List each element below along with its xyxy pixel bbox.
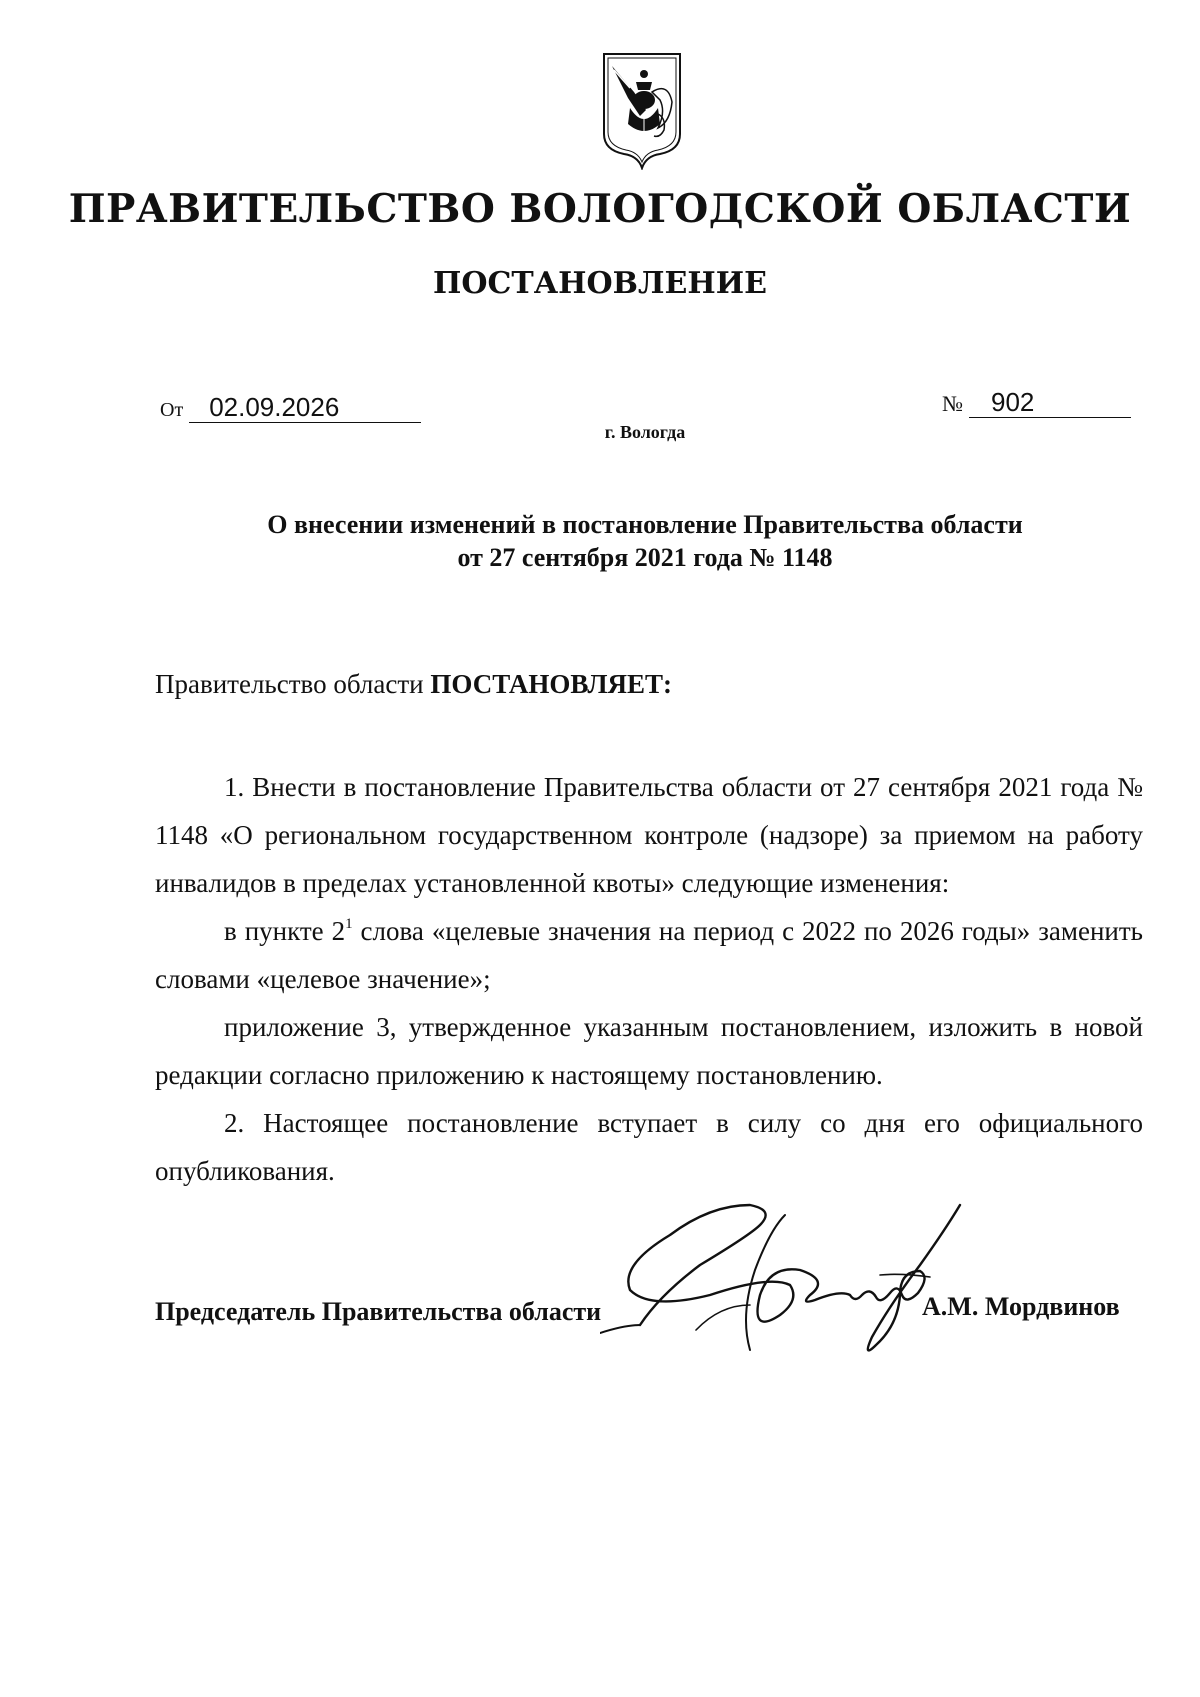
document-number-field <box>942 387 1131 418</box>
paragraph-4: 2. Настоящее постановление вступает в силу со дня его официального опубликования. <box>155 1108 1143 1186</box>
paragraph-2 <box>155 907 1143 1003</box>
subject-line-2: от 27 сентября 2021 года № 1148 <box>457 543 833 572</box>
document-body <box>155 763 1143 1195</box>
number-prefix: № <box>942 391 963 416</box>
document-subject <box>0 508 1200 574</box>
document-date-field <box>160 392 421 423</box>
paragraph-2-superscript: 1 <box>345 916 353 932</box>
paragraph-3: приложение 3, утвержденное указанным постановлением, изложить в новой редакции согласно приложению к настоящему постановлению. <box>155 1012 1143 1090</box>
date-prefix: От <box>160 399 184 421</box>
signer-position: Председатель Правительства области <box>155 1297 602 1326</box>
subject-line-1: О внесении изменений в постановление Правительства области <box>267 510 1023 539</box>
preamble-text: Правительство области <box>155 669 424 699</box>
government-title: ПРАВИТЕЛЬСТВО ВОЛОГОДСКОЙ ОБЛАСТИ <box>68 186 1132 232</box>
preamble <box>155 669 672 700</box>
document-number: 902 <box>969 387 1131 418</box>
signer-name: А.М. Мордвинов <box>922 1292 1120 1321</box>
document-date: 02.09.2026 <box>189 392 421 423</box>
preamble-decree: ПОСТАНОВЛЯЕТ: <box>430 669 672 699</box>
document-type: ПОСТАНОВЛЕНИЕ <box>433 266 767 301</box>
paragraph-2-start: в пункте 2 <box>224 916 346 946</box>
coat-of-arms-icon <box>600 52 684 170</box>
document-city: г. Вологда <box>604 422 686 442</box>
handwritten-signature-icon <box>600 1175 980 1375</box>
paragraph-1: 1. Внести в постановление Правительства области от 27 сентября 2021 года № 1148 «О региональном государственном контроле (надзоре) за приемом на работу инвалидов в пределах установленной квоты» следующие изменения: <box>155 772 1143 898</box>
paragraph-2-end: слова «целевые значения на период с 2022 по 2026 годы» заменить словами «целевое значение»; <box>155 916 1143 994</box>
